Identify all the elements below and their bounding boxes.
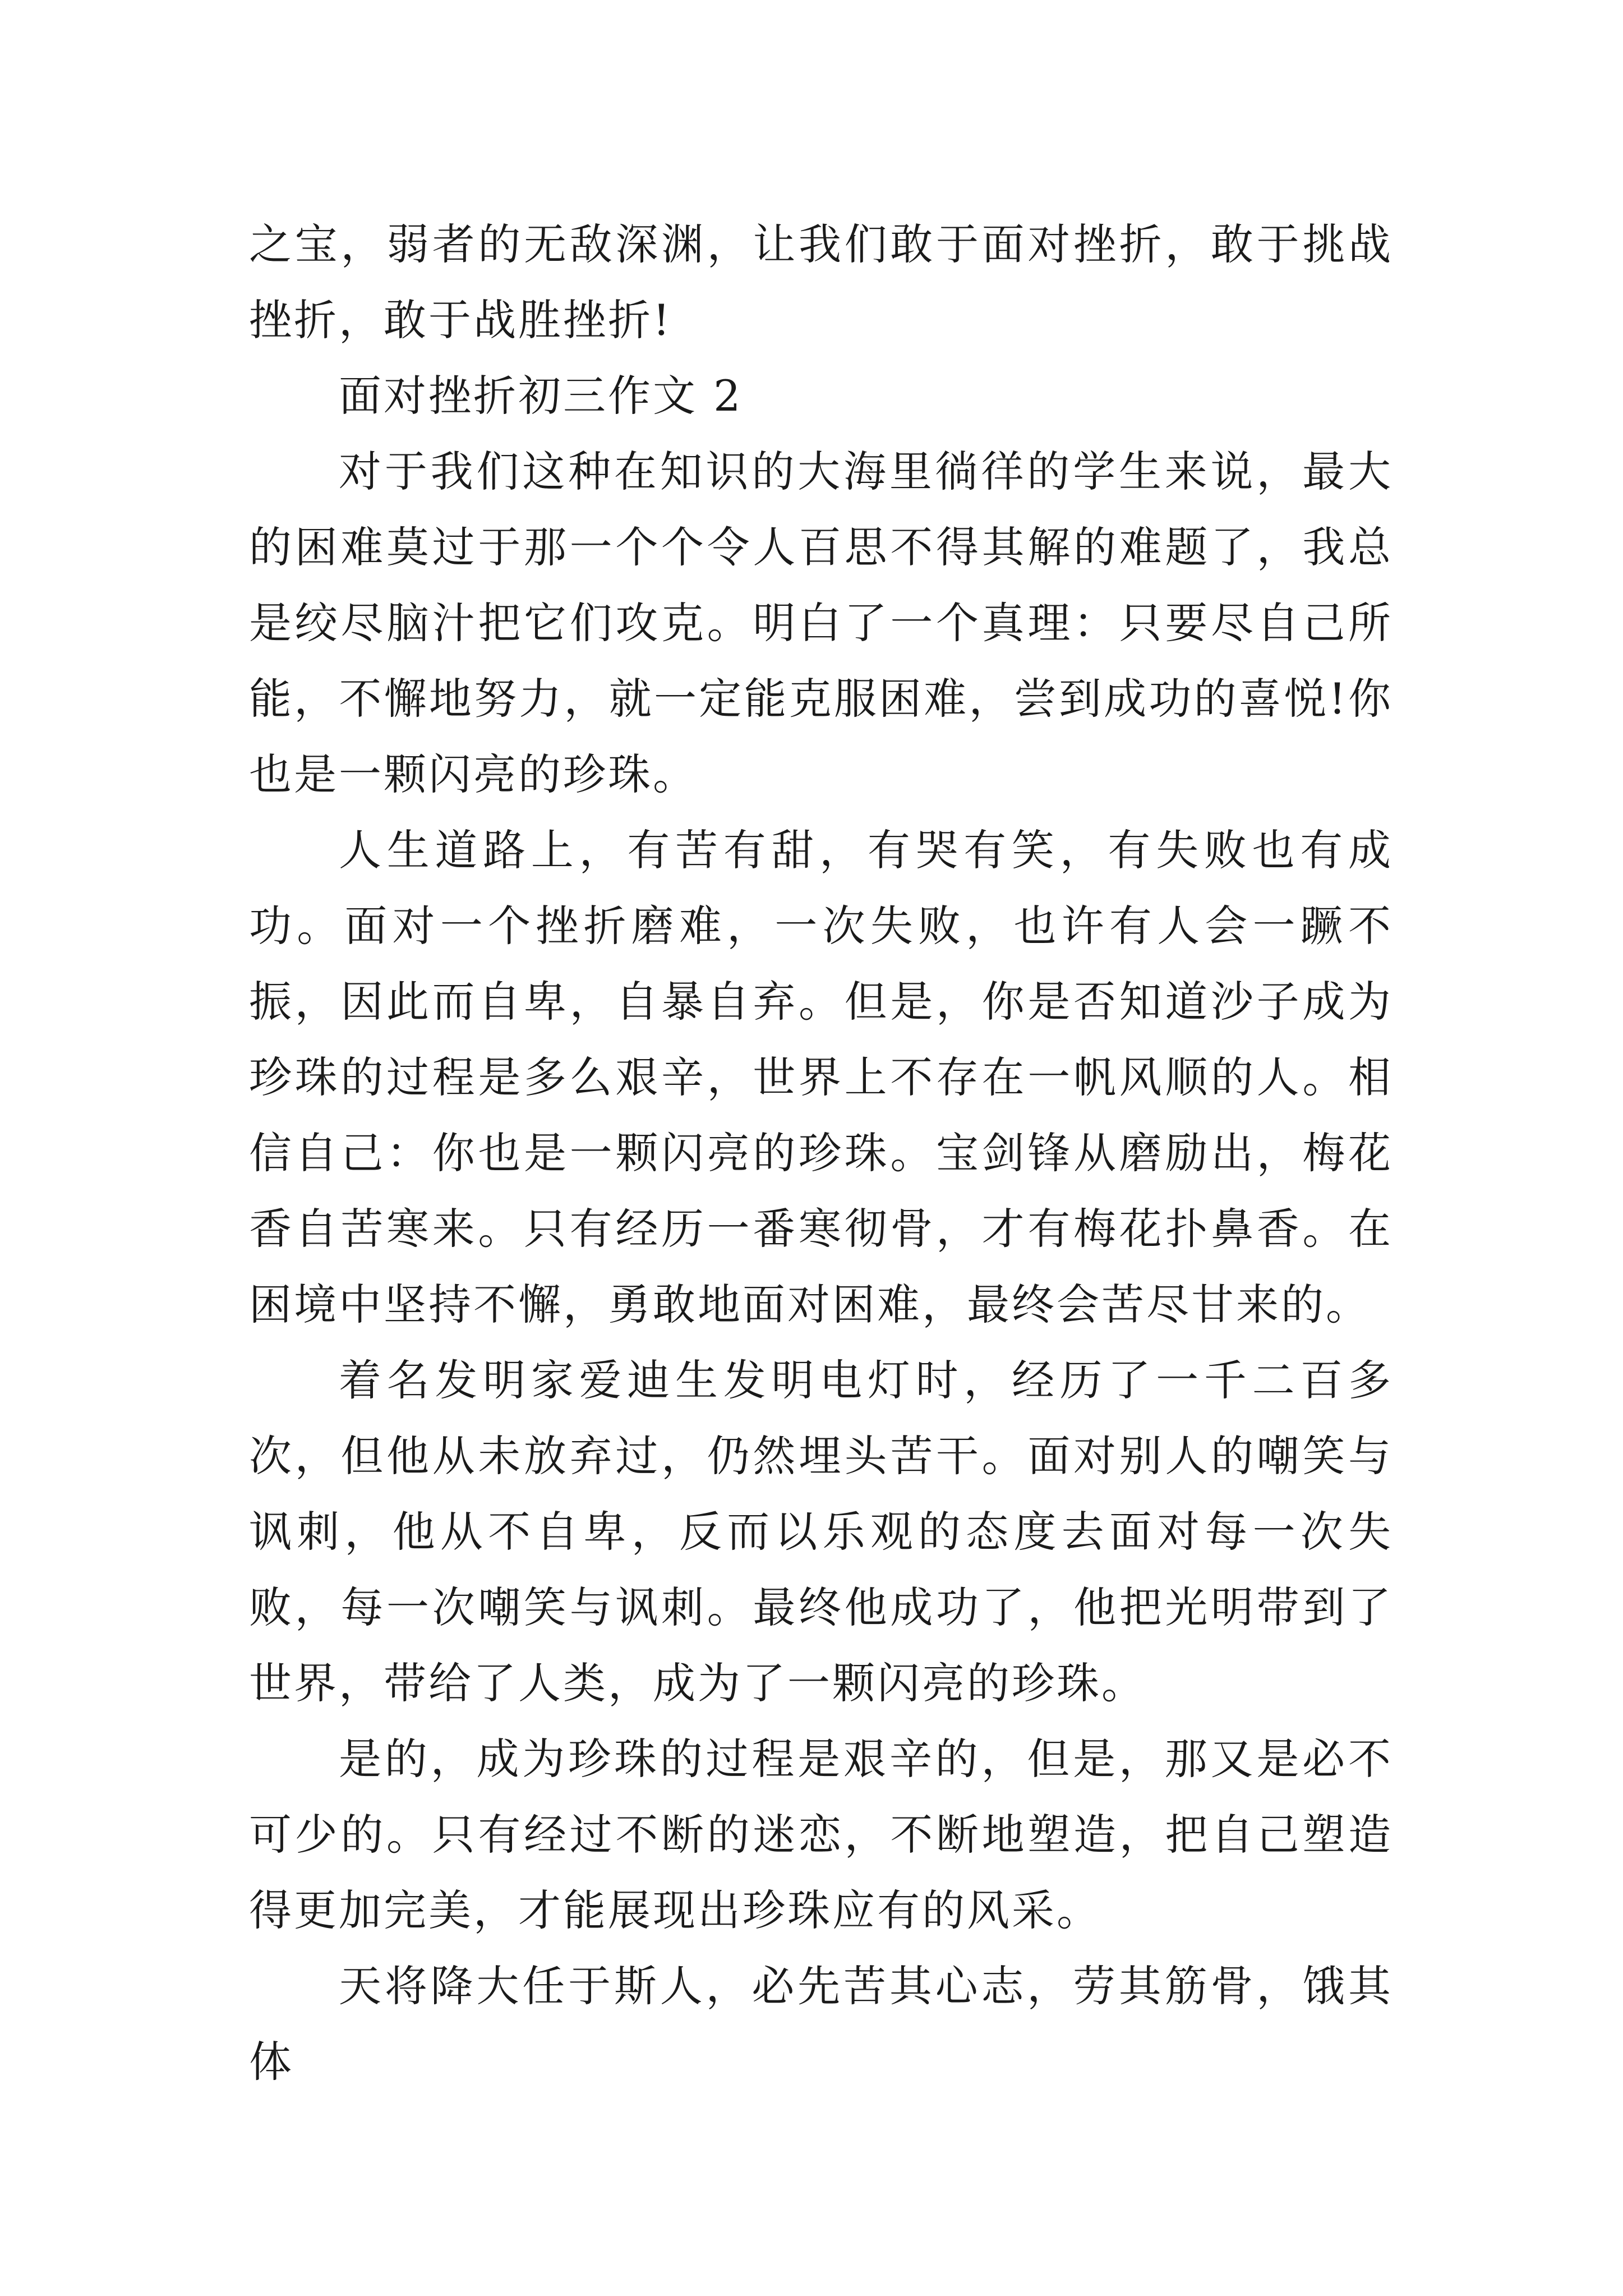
paragraph: 天将降大任于斯人，必先苦其心志，劳其筋骨，饿其体 [249, 1961, 1393, 2087]
paragraph: 人生道路上，有苦有甜，有哭有笑，有失败也有成功。面对一个挫折磨难，一次失败，也许有人会一蹶不振，因此而自卑，自暴自弃。但是，你是否知道沙子成为珍珠的过程是多么艰辛，世界上不存在一帆风顺的人。相信自己：你也是一颗闪亮的珍珠。宝剑锋从磨励出，梅花香自苦寒来。只有经历一番寒彻骨，才有梅花扑鼻香。在困境中坚持不懈，勇敢地面对困难，最终会苦尽甘来的。 [249, 825, 1393, 1329]
paragraph: 着名发明家爱迪生发明电灯时，经历了一千二百多次，但他从未放弃过，仍然埋头苦干。面对别人的嘲笑与讽刺，他从不自卑，反而以乐观的态度去面对每一次失败，每一次嘲笑与讽刺。最终他成功了，他把光明带到了世界，带给了人类，成为了一颗闪亮的珍珠。 [249, 1355, 1393, 1708]
paragraph: 对于我们这种在知识的大海里徜徉的学生来说，最大的困难莫过于那一个个令人百思不得其解的难题了，我总是绞尽脑汁把它们攻克。明白了一个真理：只要尽自己所能，不懈地努力，就一定能克服困难，尝到成功的喜悦!你也是一颗闪亮的珍珠。 [249, 447, 1393, 799]
paragraph-continuation: 之宝，弱者的无敌深渊，让我们敢于面对挫折，敢于挑战挫折，敢于战胜挫折! [249, 219, 1393, 345]
section-heading: 面对挫折初三作文 2 [339, 371, 743, 421]
document-body [249, 206, 1393, 2100]
paragraph: 是的，成为珍珠的过程是艰辛的，但是，那又是必不可少的。只有经过不断的迷恋，不断地塑造，把自己塑造得更加完美，才能展现出珍珠应有的风采。 [249, 1734, 1393, 1935]
